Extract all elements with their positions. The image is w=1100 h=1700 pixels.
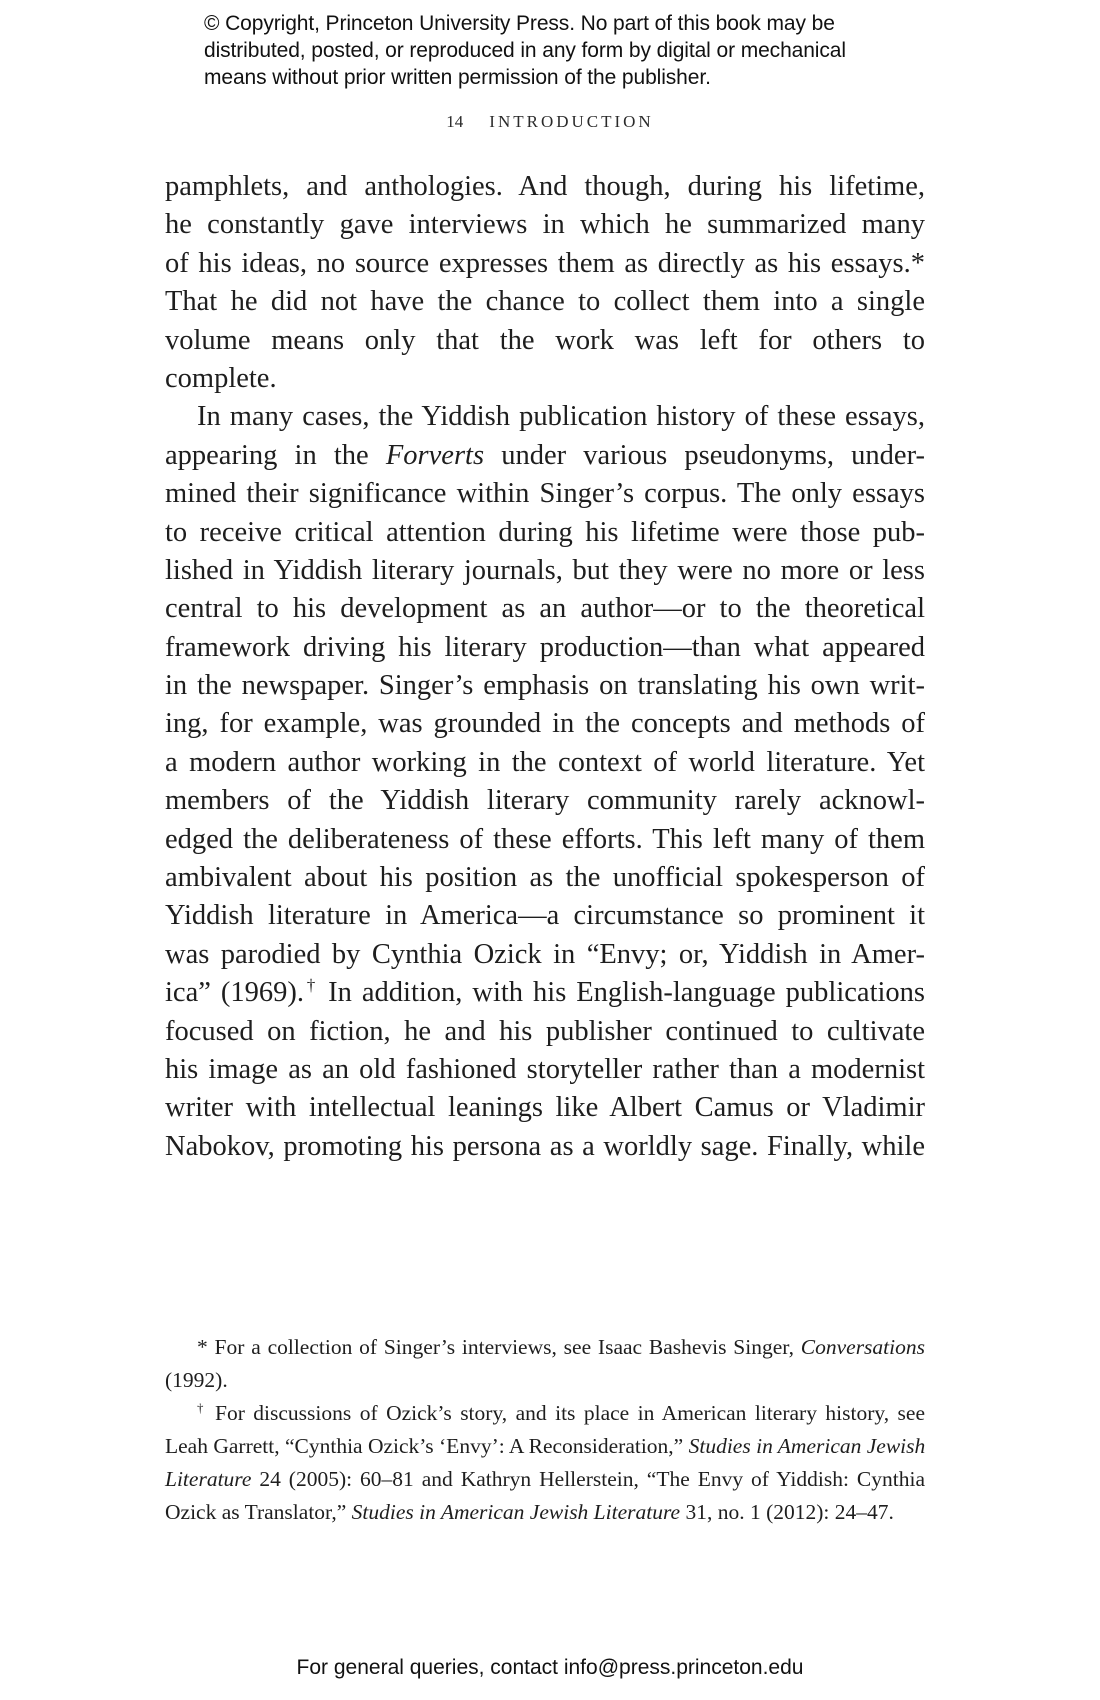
text-line: edged the deliberateness of these efforts. This left many of them (165, 823, 925, 855)
text-line: he constantly gave interviews in which he summarized many (165, 209, 925, 241)
text-line: central to his development as an author—or to the theoretical (165, 593, 925, 625)
text-line (165, 974, 925, 1012)
footnote-marker-dagger: † (197, 1400, 207, 1415)
text-line: to receive critical attention during his lifetime were those pub- (165, 516, 925, 548)
paragraph-1 (165, 168, 925, 398)
journal-title: Studies in American Jewish (688, 1434, 926, 1458)
text-line: Yiddish literature in America—a circumstance so prominent it (165, 900, 925, 932)
contact-footer (0, 1656, 1100, 1680)
text-line: focused on fiction, he and his publisher continued to cultivate (165, 1015, 925, 1047)
text-line (165, 1430, 925, 1463)
text-run: 24 (2005): 60–81 and Kathryn Hellerstein, “The Envy of Yiddish: Cynthia (251, 1467, 925, 1491)
copyright-notice (204, 10, 924, 91)
body-text (165, 168, 925, 1166)
footnote-2 (165, 1397, 925, 1529)
paragraph-2 (165, 398, 925, 1166)
footnotes (165, 1331, 925, 1529)
text-line: a modern author working in the context of world literature. Yet (165, 746, 925, 778)
text-line: ing, for example, was grounded in the concepts and methods of (165, 708, 925, 740)
text-line (165, 437, 925, 475)
text-line: complete. (165, 362, 277, 394)
page-number: 14 (446, 112, 464, 131)
text-line: his image as an old fashioned storyteller rather than a modernist (165, 1053, 925, 1085)
footnote-1 (165, 1331, 925, 1397)
text-run: Ozick as Translator,” (165, 1500, 352, 1524)
text-line: ambivalent about his position as the unofficial spokesperson of (165, 862, 925, 894)
text-run: For a collection of Singer’s interviews, see Isaac Bashevis Singer, (207, 1335, 801, 1359)
text-line: That he did not have the chance to collect them into a single (165, 286, 925, 318)
text-line: mined their significance within Singer’s corpus. The only essays (165, 478, 925, 510)
text-line: writer with intellectual leanings like Albert Camus or Vladimir (165, 1092, 925, 1124)
text-run: Leah Garrett, “Cynthia Ozick’s ‘Envy’: A Reconsideration,” (165, 1434, 689, 1458)
text-line: Nabokov, promoting his persona as a worldly sage. Finally, while (165, 1130, 925, 1162)
text-line (165, 1463, 925, 1496)
footnote-marker-asterisk: * (197, 1335, 208, 1359)
text-run: under various pseudonyms, under- (484, 439, 925, 471)
text-line: lished in Yiddish literary journals, but they were no more or less (165, 554, 925, 586)
text-run: For discussions of Ozick’s story, and its place in American literary history, see (206, 1401, 926, 1425)
text-run: ica” (1969). (165, 977, 304, 1009)
text-line (165, 1397, 925, 1430)
text-run: In addition, with his English-language publications (318, 977, 925, 1009)
copyright-line: distributed, posted, or reproduced in any form by digital or mechanical (204, 39, 846, 62)
text-line: pamphlets, and anthologies. And though, during his lifetime, (165, 171, 925, 202)
text-line: in the newspaper. Singer’s emphasis on translating his own writ- (165, 670, 925, 702)
journal-title: Literature (165, 1467, 252, 1491)
book-title: Conversations (800, 1335, 925, 1359)
text-run: 31, no. 1 (2012): 24–47. (680, 1500, 894, 1524)
newspaper-title: Forverts (385, 439, 485, 471)
journal-title: Studies in American Jewish Literature (351, 1500, 681, 1524)
text-line: was parodied by Cynthia Ozick in “Envy; or, Yiddish in Amer- (165, 938, 925, 970)
footnote-marker-dagger[interactable]: † (303, 975, 319, 995)
text-line: In many cases, the Yiddish publication history of these essays, (197, 401, 925, 433)
running-head (0, 112, 1100, 132)
copyright-line: means without prior written permission of the publisher. (204, 66, 711, 89)
text-line: volume means only that the work was left for others to (165, 324, 925, 356)
section-title: INTRODUCTION (489, 112, 654, 131)
text-run: appearing in the (165, 439, 386, 471)
text-line (165, 1331, 925, 1364)
text-line: of his ideas, no source expresses them as directly as his essays.* (165, 247, 925, 279)
text-line: framework driving his literary production—than what appeared (165, 631, 925, 663)
text-line: (1992). (165, 1368, 228, 1392)
text-line (165, 1496, 925, 1529)
copyright-line: © Copyright, Princeton University Press. No part of this book may be (204, 12, 835, 35)
contact-text: For general queries, contact info@press.princeton.edu (296, 1656, 804, 1679)
text-line: members of the Yiddish literary community rarely acknowl- (165, 785, 925, 817)
